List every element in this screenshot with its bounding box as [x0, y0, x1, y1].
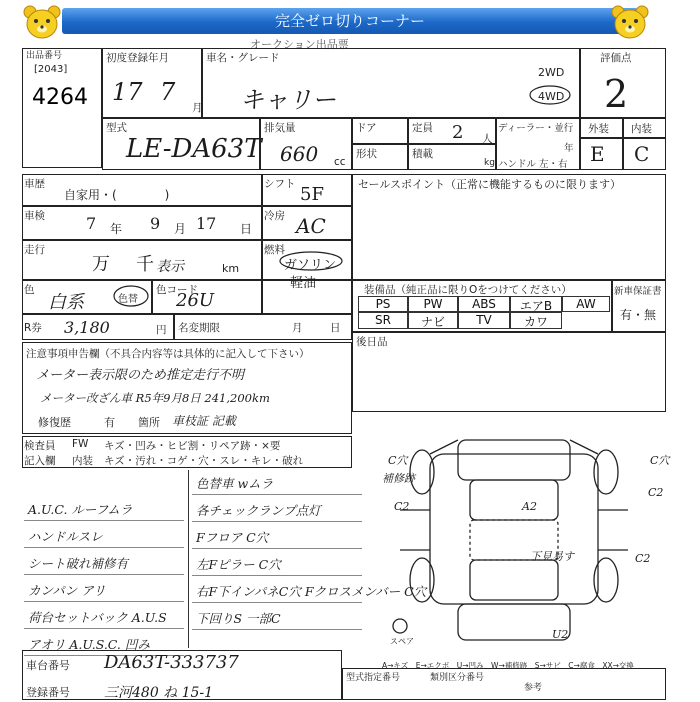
class-label: 類別区分番号 [430, 673, 485, 683]
first-reg-label: 初度登録年月 [106, 52, 169, 64]
drive-circle-mark [528, 84, 572, 106]
chassis-label: 車台番号 [26, 659, 70, 672]
equip-airbag: エアB [510, 296, 562, 312]
inspection-label: 車検 [24, 210, 45, 222]
recycle-label: R券 [24, 322, 42, 334]
first-reg-month: 7 [160, 78, 176, 106]
remark-item: Fフロア C穴 [196, 530, 269, 545]
remark-rule [24, 628, 184, 629]
notes-label: 注意事項申告欄（不具合内容等は具体的に記入して下さい） [26, 348, 310, 360]
color-label: 色 [24, 284, 35, 296]
mileage-man: 万 [92, 254, 110, 275]
inspector-interior-items: キズ・汚れ・コゲ・穴・スレ・キレ・破れ [104, 455, 304, 467]
recycle-unit: 円 [156, 324, 167, 336]
capacity-unit: 人 [482, 133, 493, 145]
interior-score: C [634, 142, 650, 166]
notes-line2: メーター改ざん車 R5年9月8日 241,200km [40, 391, 270, 405]
drive-2wd: 2WD [538, 66, 565, 79]
inspection-day-unit: 日 [240, 222, 253, 236]
displacement-label: 排気量 [264, 122, 296, 134]
fuel-value1: ガソリン [284, 258, 337, 273]
equipment-label: 装備品（純正品に限りOをつけてください） [364, 284, 572, 296]
rear-label: 後日品 [356, 336, 388, 348]
banner-title: 完全ゼロ切りコーナー [62, 8, 638, 34]
shape-label: 形状 [356, 148, 377, 160]
notes-line1: メーター表示限のため推定走行不明 [36, 368, 245, 383]
load-label: 積載 [412, 148, 433, 160]
grade-label: 評価点 [600, 52, 632, 64]
chassis-number: DA63T-333737 [104, 652, 239, 673]
drive-4wd: 4WD [538, 90, 565, 103]
sales-point-label: セールスポイント（正常に機能するものに限ります） [358, 178, 622, 191]
equip-sr: SR [358, 312, 408, 329]
mileage-note: 表示 [156, 259, 184, 275]
shift-label: シフト [264, 178, 296, 190]
remark-rule [24, 601, 184, 602]
handle-label: ハンドル 左・右 [498, 159, 568, 170]
equip-tv: TV [458, 312, 510, 329]
capacity-value: 2 [452, 122, 464, 143]
title-deadline-day: 日 [330, 322, 341, 334]
remark-rule [24, 547, 184, 548]
remark-item: アオリ A.U.S.C. 凹み [28, 637, 150, 652]
remark-rule [24, 520, 184, 521]
color-code: 26U [176, 290, 215, 311]
remark-rule [24, 574, 184, 575]
designation-label: 型式指定番号 [346, 673, 401, 683]
remark-item: A.U.C. ルーフムラ [28, 502, 133, 517]
grade-value: 2 [604, 72, 629, 116]
history-label: 車歴 [24, 178, 45, 190]
bear-mascot-icon [22, 4, 62, 40]
remark-item: 各チェックランプ点灯 [196, 503, 321, 518]
diagram-legend: A→キズ E→エクボ U→凹み W→補修跡 S→サビ C→腐食 XX→交換 [382, 661, 634, 670]
equip-pw: PW [408, 296, 458, 312]
lot-number: 4264 [32, 85, 88, 110]
diagram-mark: 下見易す [530, 550, 574, 563]
diagram-mark: 補修跡 [382, 472, 415, 485]
remarks-divider [188, 470, 189, 648]
remark-item: 荷台セットバック A.U.S [28, 610, 167, 625]
repair-label: 修復歴 [38, 416, 71, 429]
inspector-fw: FW [72, 438, 89, 450]
equip-navi: ナビ [408, 312, 458, 329]
exterior-label: 外装 [588, 123, 609, 135]
remark-rule [192, 602, 362, 603]
ref-label: 参考 [524, 683, 543, 693]
equip-leather: カワ [510, 312, 562, 329]
title-deadline-label: 名変期限 [178, 322, 220, 334]
diagram-mark: A2 [522, 500, 537, 513]
mileage-sen: 千 [136, 254, 154, 275]
fuel-circle-mark [278, 250, 344, 272]
remark-rule [192, 548, 362, 549]
warranty-value: 有・無 [620, 308, 657, 322]
displacement-value: 660 [280, 142, 319, 166]
inspection-year-unit: 年 [110, 222, 123, 236]
inspector-fw-items: キズ・凹み・ヒビ割・リペア跡・×要 [104, 440, 281, 452]
title-deadline-month: 月 [292, 322, 303, 334]
displacement-unit: cc [334, 156, 346, 168]
rear-box [352, 332, 666, 412]
history-value: 自家用・( ) [64, 188, 170, 202]
blank-box [262, 280, 352, 314]
remark-item: 色替車 wムラ [196, 476, 274, 491]
fuel-value2: 軽油 [290, 276, 317, 291]
capacity-label: 定員 [412, 122, 433, 134]
color-change-circle [112, 284, 150, 308]
remark-item: 左Fピラー C穴 [196, 557, 281, 572]
inspection-year: 7 [86, 214, 97, 233]
inspector-label1: 検査員 [24, 440, 56, 452]
first-reg-year: 17 [112, 78, 143, 106]
diagram-spare: スペア [390, 637, 414, 646]
remark-rule [192, 629, 362, 630]
reg-label: 登録番号 [26, 686, 70, 699]
remark-item: ハンドルスレ [28, 529, 103, 544]
diagram-mark: C2 [394, 500, 410, 513]
reg-number: 三河480 ね 15-1 [104, 685, 214, 701]
warranty-label: 新車保証書 [614, 286, 662, 297]
repair-place: 車枝証 記載 [172, 414, 236, 428]
remark-item: 右F下インパネC穴 Fクロスメンバー C穴 [196, 584, 427, 599]
inspection-day: 17 [196, 214, 217, 233]
remark-item: カンパン アリ [28, 583, 106, 598]
model-value: LE-DA63T [126, 134, 262, 164]
equip-aw: AW [562, 296, 610, 312]
inspection-box [22, 206, 262, 240]
shift-value: 5F [300, 184, 324, 205]
exterior-score: E [590, 142, 605, 166]
model-label: 型式 [106, 122, 127, 134]
diagram-mark: U2 [552, 628, 569, 641]
remark-rule [192, 521, 362, 522]
mileage-unit: km [222, 262, 240, 275]
remark-rule [192, 575, 362, 576]
diagram-mark: C穴 [388, 454, 408, 467]
equip-ps: PS [358, 296, 408, 312]
load-unit: kg [484, 158, 495, 168]
car-name-label: 車名・グレード [206, 52, 280, 64]
aircon-label: 冷房 [264, 210, 285, 222]
equip-abs: ABS [458, 296, 510, 312]
mileage-label: 走行 [24, 244, 45, 256]
bear-mascot-icon [610, 4, 650, 40]
remark-rule [192, 494, 362, 495]
fuel-label: 燃料 [264, 244, 285, 256]
aircon-value: AC [296, 214, 326, 238]
diagram-mark: C2 [648, 486, 664, 499]
door-label: ドア [356, 122, 377, 134]
lot-sub: [2043] [34, 64, 68, 75]
dealer-label: ディーラー・並行 [498, 123, 574, 134]
diagram-mark: C穴 [650, 454, 670, 467]
color-change-label: 色替 [118, 294, 138, 305]
interior-label: 内装 [631, 123, 652, 135]
recycle-value: 3,180 [64, 318, 110, 337]
color-value: 白系 [48, 292, 84, 313]
car-name-value: キャリー [240, 86, 336, 114]
remark-item: シート破れ補修有 [28, 556, 129, 571]
inspection-month: 9 [150, 214, 161, 233]
year-label: 年 [564, 143, 574, 154]
inspector-interior-label: 内装 [72, 455, 93, 467]
remark-item: 下回りS 一部C [196, 611, 281, 626]
inspector-label2: 記入欄 [24, 455, 56, 467]
car-diagram [360, 410, 668, 658]
inspection-month-unit: 月 [174, 222, 187, 236]
color-code-label: 色コード [156, 284, 198, 296]
repair-place-label: 箇所 [138, 416, 160, 429]
sheet-header: オークション出品票 [250, 38, 349, 51]
first-reg-month-unit: 月 [192, 102, 203, 114]
diagram-mark: C2 [635, 552, 651, 565]
repair-value: 有 [104, 416, 115, 429]
lot-label: 出品番号 [26, 51, 63, 61]
